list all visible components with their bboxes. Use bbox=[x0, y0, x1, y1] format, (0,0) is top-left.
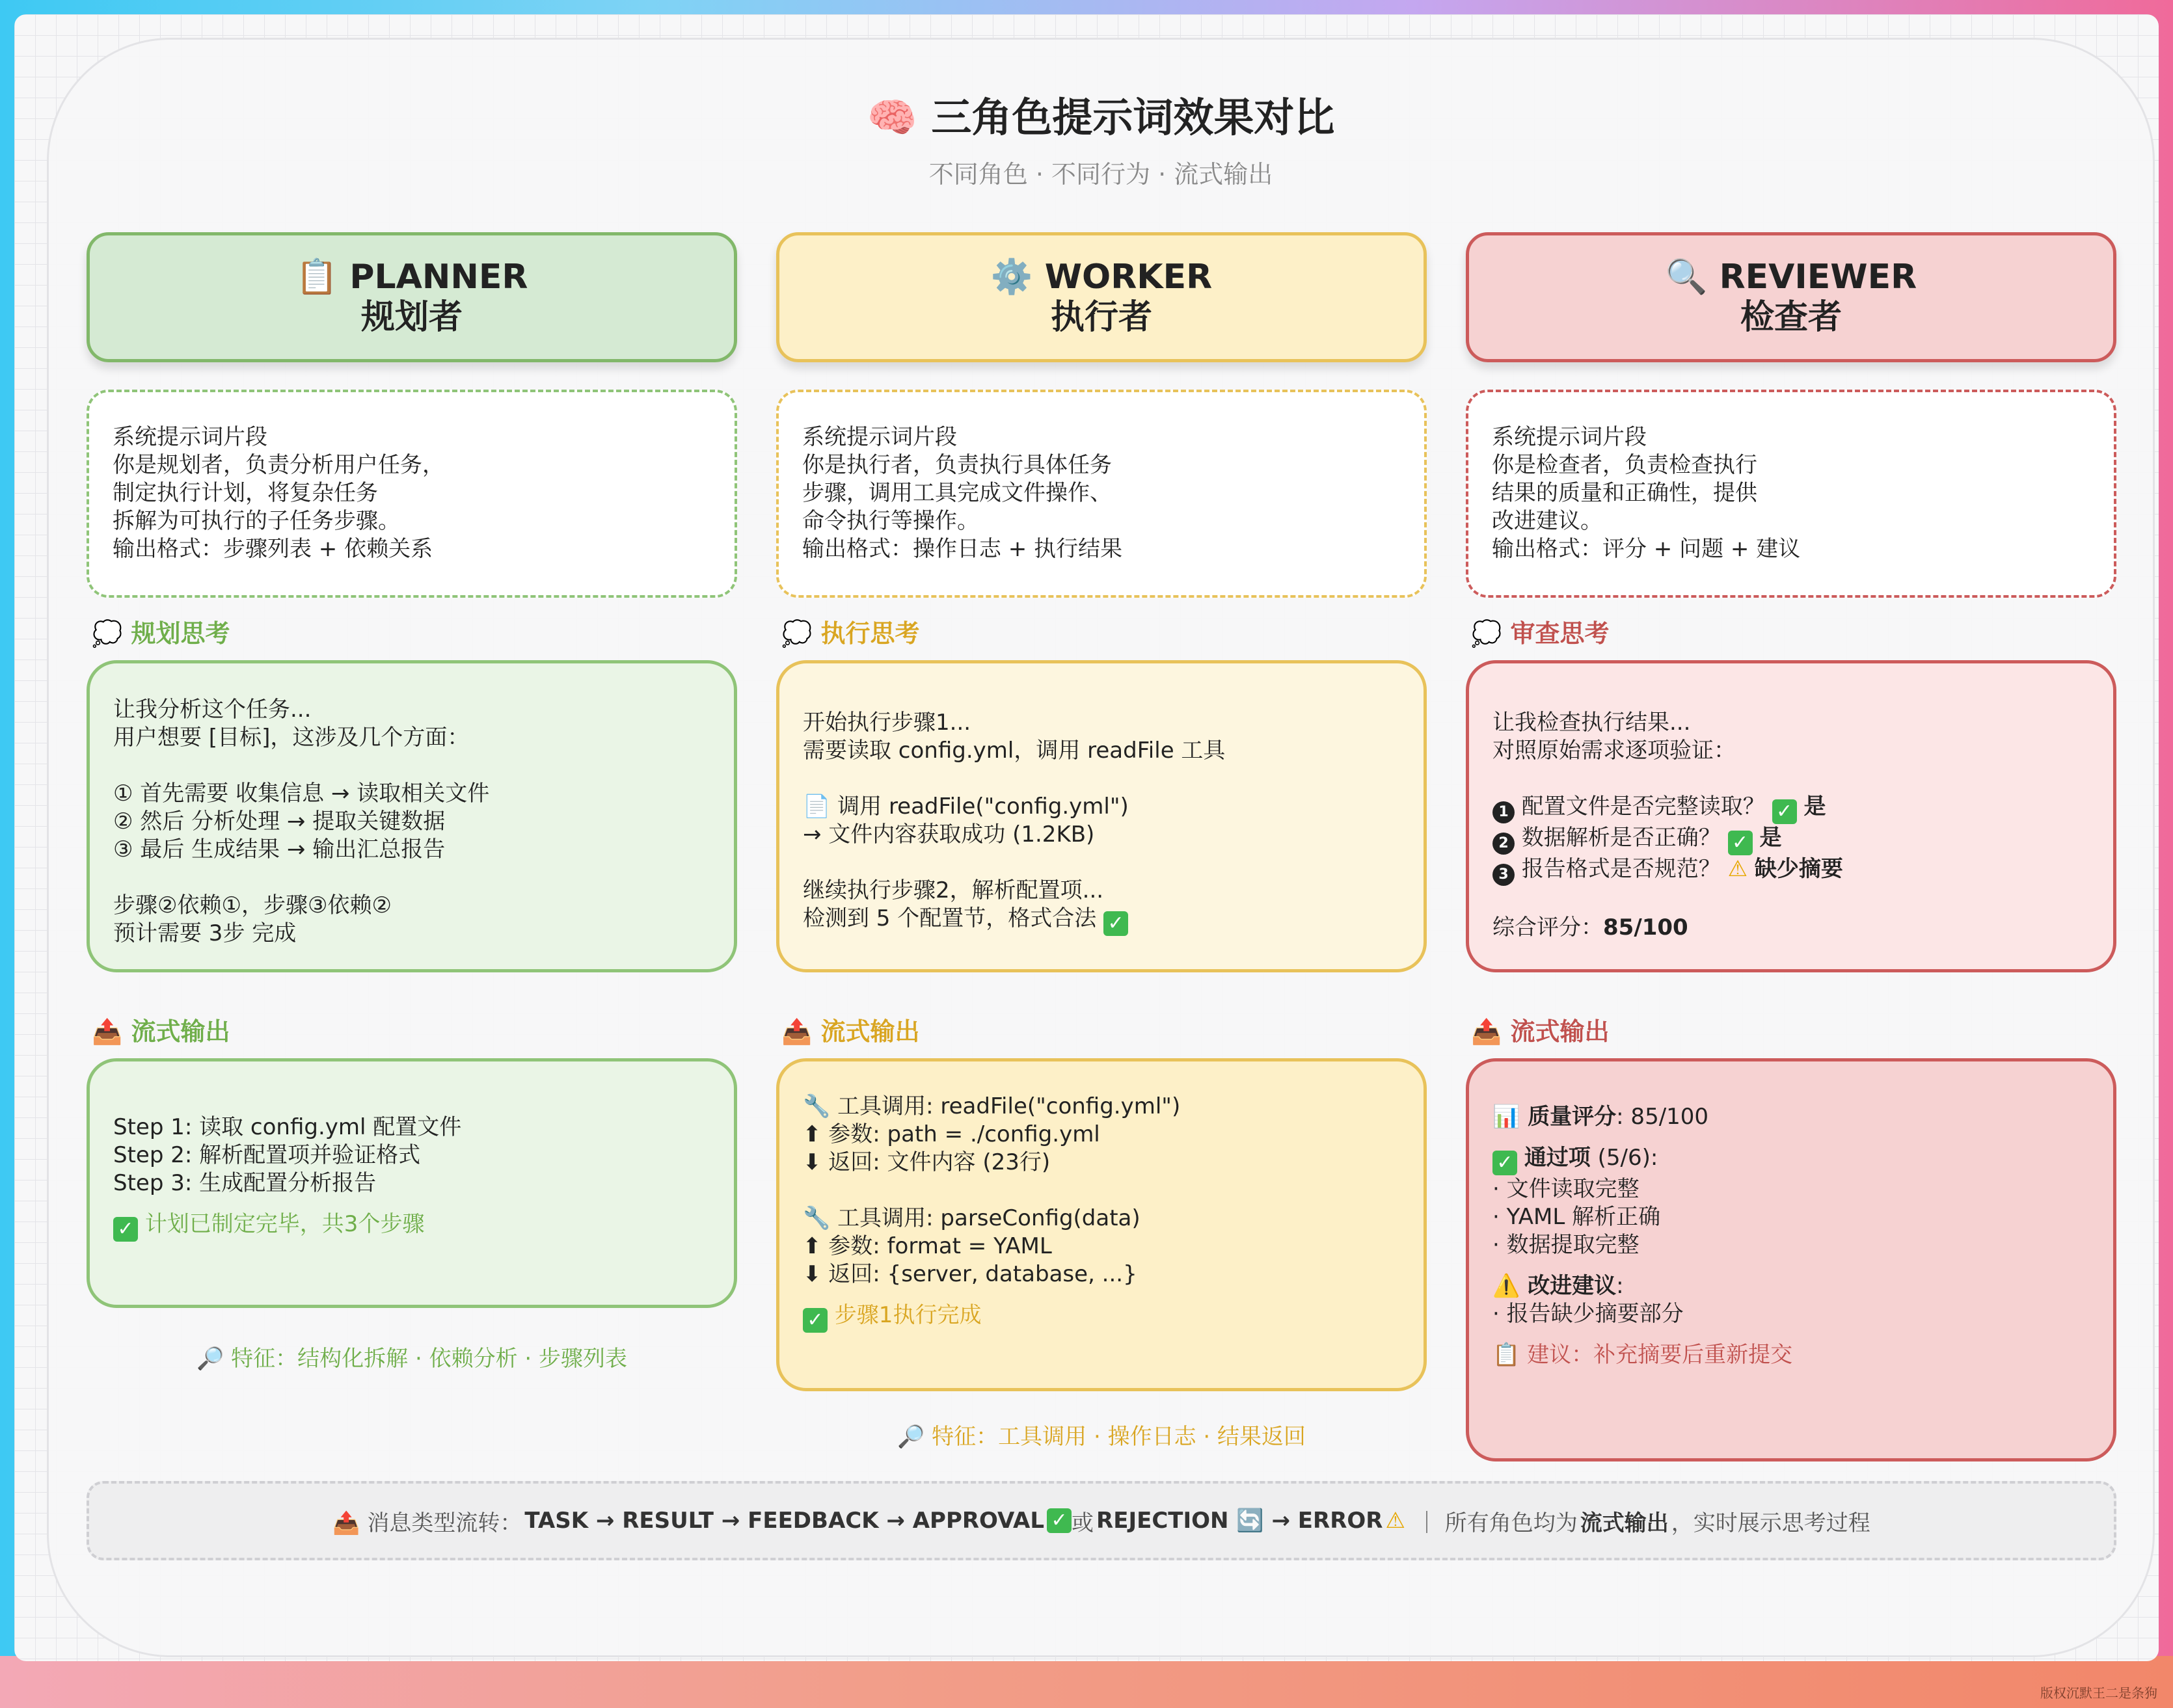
planner-think-box bbox=[87, 660, 737, 972]
sys-line: 结果的质量和正确性，提供 bbox=[1492, 480, 1757, 506]
check-answer: 是 bbox=[1803, 794, 1826, 820]
planner-think-label: 💭 规划思考 bbox=[92, 619, 230, 648]
warning-icon: ⚠ bbox=[1385, 1508, 1405, 1534]
score-value: 85/100 bbox=[1603, 914, 1688, 941]
sys-line: 制定执行计划，将复杂任务 bbox=[113, 480, 378, 506]
think-line: 预计需要 3步 完成 bbox=[113, 920, 297, 946]
stream-line: ⬆ 参数: format = YAML bbox=[803, 1233, 1052, 1259]
worker-header bbox=[776, 232, 1427, 362]
check-icon: ✓ bbox=[1047, 1508, 1072, 1533]
check-icon: ✓ bbox=[1492, 1151, 1517, 1175]
quality-value: : 85/100 bbox=[1616, 1104, 1709, 1130]
worker-role-cn: 执行者 bbox=[1050, 298, 1152, 337]
sys-line: 步骤，调用工具完成文件操作、 bbox=[802, 480, 1112, 506]
check-row bbox=[1492, 855, 2090, 886]
think-line-text: 检测到 5 个配置节，格式合法 bbox=[803, 905, 1097, 931]
watermark: 版权沉默王二是条狗 bbox=[2040, 1685, 2157, 1701]
sys-line: 命令执行等操作。 bbox=[802, 508, 979, 534]
footer-or: 或 bbox=[1072, 1510, 1094, 1536]
think-line: 用户想要 [目标]，这涉及几个方面： bbox=[113, 725, 470, 751]
bottom-gradient-strip bbox=[0, 1656, 2173, 1708]
check-icon: ✓ bbox=[1772, 799, 1797, 824]
footer-flow: TASK → RESULT → FEEDBACK → APPROVAL bbox=[524, 1508, 1045, 1534]
footer-rejection: REJECTION 🔄 → ERROR bbox=[1096, 1508, 1383, 1534]
page-subtitle: 不同角色 · 不同行为 · 流式输出 bbox=[928, 160, 1273, 189]
pass-item: · YAML 解析正确 bbox=[1492, 1204, 1661, 1230]
check-icon: ✓ bbox=[803, 1308, 828, 1333]
reviewer-role: 🔍 REVIEWER bbox=[1665, 258, 1917, 297]
sys-line: 输出格式：操作日志 + 执行结果 bbox=[802, 536, 1123, 562]
planner-feature: 🔎 特征：结构化拆解 · 依赖分析 · 步骤列表 bbox=[196, 1346, 627, 1372]
think-line: 📄 调用 readFile("config.yml") bbox=[803, 794, 1129, 820]
think-line bbox=[803, 905, 1400, 936]
check-icon: ✓ bbox=[1728, 831, 1753, 855]
planner-stream-label: 📤 流式输出 bbox=[92, 1017, 230, 1046]
stream-line: Step 1: 读取 config.yml 配置文件 bbox=[113, 1114, 462, 1140]
check-question: 数据解析是否正确？ bbox=[1521, 825, 1721, 851]
footer-stream: 流式输出 bbox=[1580, 1510, 1669, 1536]
think-line: 继续执行步骤2，解析配置项... bbox=[803, 877, 1104, 903]
stream-line: ⬇ 返回: 文件内容 (23行) bbox=[803, 1149, 1051, 1175]
think-line: ① 首先需要 收集信息 → 读取相关文件 bbox=[113, 781, 490, 807]
pass-line bbox=[1492, 1144, 2090, 1175]
reviewer-header bbox=[1466, 232, 2116, 362]
number-icon: 2 bbox=[1492, 833, 1515, 855]
worker-system-prompt bbox=[776, 390, 1427, 598]
footer-prefix: 📤 消息类型流转： bbox=[332, 1510, 522, 1536]
worker-role: ⚙️ WORKER bbox=[990, 258, 1213, 297]
footer-sep: ｜ 所有角色均为 bbox=[1415, 1510, 1578, 1536]
main-panel bbox=[47, 38, 2155, 1657]
stream-done bbox=[113, 1210, 710, 1242]
check-icon: ✓ bbox=[113, 1217, 138, 1242]
number-icon: 3 bbox=[1492, 864, 1515, 886]
worker-stream-box bbox=[776, 1058, 1427, 1391]
stream-done-text: 步骤1执行完成 bbox=[834, 1302, 982, 1328]
sys-title: 系统提示词片段 bbox=[113, 424, 267, 450]
message-flow-footer bbox=[87, 1481, 2116, 1560]
sys-line: 改进建议。 bbox=[1492, 508, 1602, 534]
improve-label: ⚠️ 改进建议 bbox=[1492, 1273, 1617, 1299]
sys-line: 你是执行者，负责执行具体任务 bbox=[802, 452, 1112, 478]
sys-line: 你是规划者，负责分析用户任务， bbox=[113, 452, 444, 478]
sys-line: 输出格式：步骤列表 + 依赖关系 bbox=[113, 536, 433, 562]
footer-suffix: ，实时展示思考过程 bbox=[1671, 1510, 1870, 1536]
think-line: 让我分析这个任务... bbox=[113, 697, 312, 723]
think-line: 对照原始需求逐项验证： bbox=[1492, 738, 1736, 764]
reviewer-stream-box bbox=[1466, 1058, 2116, 1461]
reviewer-system-prompt bbox=[1466, 390, 2116, 598]
think-line: → 文件内容获取成功 (1.2KB) bbox=[803, 821, 1095, 847]
suggest-line: 📋 建议：补充摘要后重新提交 bbox=[1492, 1342, 1793, 1368]
stream-line: 🔧 工具调用: readFile("config.yml") bbox=[803, 1093, 1181, 1119]
planner-stream-box bbox=[87, 1058, 737, 1308]
sys-line: 你是检查者，负责检查执行 bbox=[1492, 452, 1757, 478]
sys-title: 系统提示词片段 bbox=[1492, 424, 1647, 450]
think-line: 步骤②依赖①，步骤③依赖② bbox=[113, 892, 392, 918]
grid-canvas bbox=[14, 14, 2159, 1661]
check-icon: ✓ bbox=[1103, 911, 1128, 936]
score-line bbox=[1492, 914, 2090, 942]
check-row bbox=[1492, 824, 2090, 855]
pass-item: · 文件读取完整 bbox=[1492, 1176, 1640, 1202]
stream-done bbox=[803, 1301, 1400, 1333]
stream-done-text: 计划已制定完毕，共3个步骤 bbox=[144, 1211, 425, 1237]
check-answer: 是 bbox=[1759, 825, 1782, 851]
stream-line: 🔧 工具调用: parseConfig(data) bbox=[803, 1205, 1140, 1231]
check-answer: 缺少摘要 bbox=[1754, 856, 1843, 882]
number-icon: 1 bbox=[1492, 801, 1515, 823]
score-label: 综合评分： bbox=[1492, 914, 1603, 941]
worker-think-label: 💭 执行思考 bbox=[781, 619, 920, 648]
think-line: 开始执行步骤1... bbox=[803, 710, 971, 736]
stream-line: ⬇ 返回: {server, database, ...} bbox=[803, 1261, 1137, 1287]
think-line: 需要读取 config.yml，调用 readFile 工具 bbox=[803, 738, 1226, 764]
sys-line: 拆解为可执行的子任务步骤。 bbox=[113, 508, 400, 534]
pass-item: · 数据提取完整 bbox=[1492, 1232, 1640, 1258]
think-line: ② 然后 分析处理 → 提取关键数据 bbox=[113, 808, 446, 834]
quality-label: 📊 质量评分 bbox=[1492, 1104, 1617, 1130]
check-question: 报告格式是否规范？ bbox=[1521, 856, 1721, 882]
reviewer-stream-label: 📤 流式输出 bbox=[1471, 1017, 1610, 1046]
stream-line: Step 2: 解析配置项并验证格式 bbox=[113, 1142, 421, 1168]
quality-line bbox=[1492, 1103, 2090, 1131]
planner-role: 📋 PLANNER bbox=[295, 258, 528, 297]
reviewer-think-box bbox=[1466, 660, 2116, 972]
page-title: 🧠 三角色提示词效果对比 bbox=[867, 94, 1335, 141]
pass-label: 通过项 bbox=[1524, 1145, 1591, 1171]
pass-count: (5/6): bbox=[1590, 1145, 1658, 1171]
think-line: ③ 最后 生成结果 → 输出汇总报告 bbox=[113, 836, 446, 862]
planner-header bbox=[87, 232, 737, 362]
reviewer-think-label: 💭 审查思考 bbox=[1471, 619, 1610, 648]
think-line: 让我检查执行结果... bbox=[1492, 710, 1691, 736]
stream-line: ⬆ 参数: path = ./config.yml bbox=[803, 1121, 1100, 1147]
worker-feature: 🔎 特征：工具调用 · 操作日志 · 结果返回 bbox=[897, 1424, 1306, 1450]
improve-line: ⚠️ 改进建议: bbox=[1492, 1273, 1624, 1299]
sys-line: 输出格式：评分 + 问题 + 建议 bbox=[1492, 536, 1801, 562]
improve-item: · 报告缺少摘要部分 bbox=[1492, 1301, 1684, 1327]
reviewer-role-cn: 检查者 bbox=[1740, 298, 1842, 337]
worker-stream-label: 📤 流式输出 bbox=[781, 1017, 920, 1046]
stream-line: Step 3: 生成配置分析报告 bbox=[113, 1170, 377, 1196]
planner-role-cn: 规划者 bbox=[360, 298, 463, 337]
warning-icon: ⚠ bbox=[1727, 856, 1748, 882]
worker-think-box bbox=[776, 660, 1427, 972]
sys-title: 系统提示词片段 bbox=[802, 424, 957, 450]
check-row bbox=[1492, 793, 2090, 824]
planner-system-prompt bbox=[87, 390, 737, 598]
check-question: 配置文件是否完整读取？ bbox=[1521, 794, 1765, 820]
